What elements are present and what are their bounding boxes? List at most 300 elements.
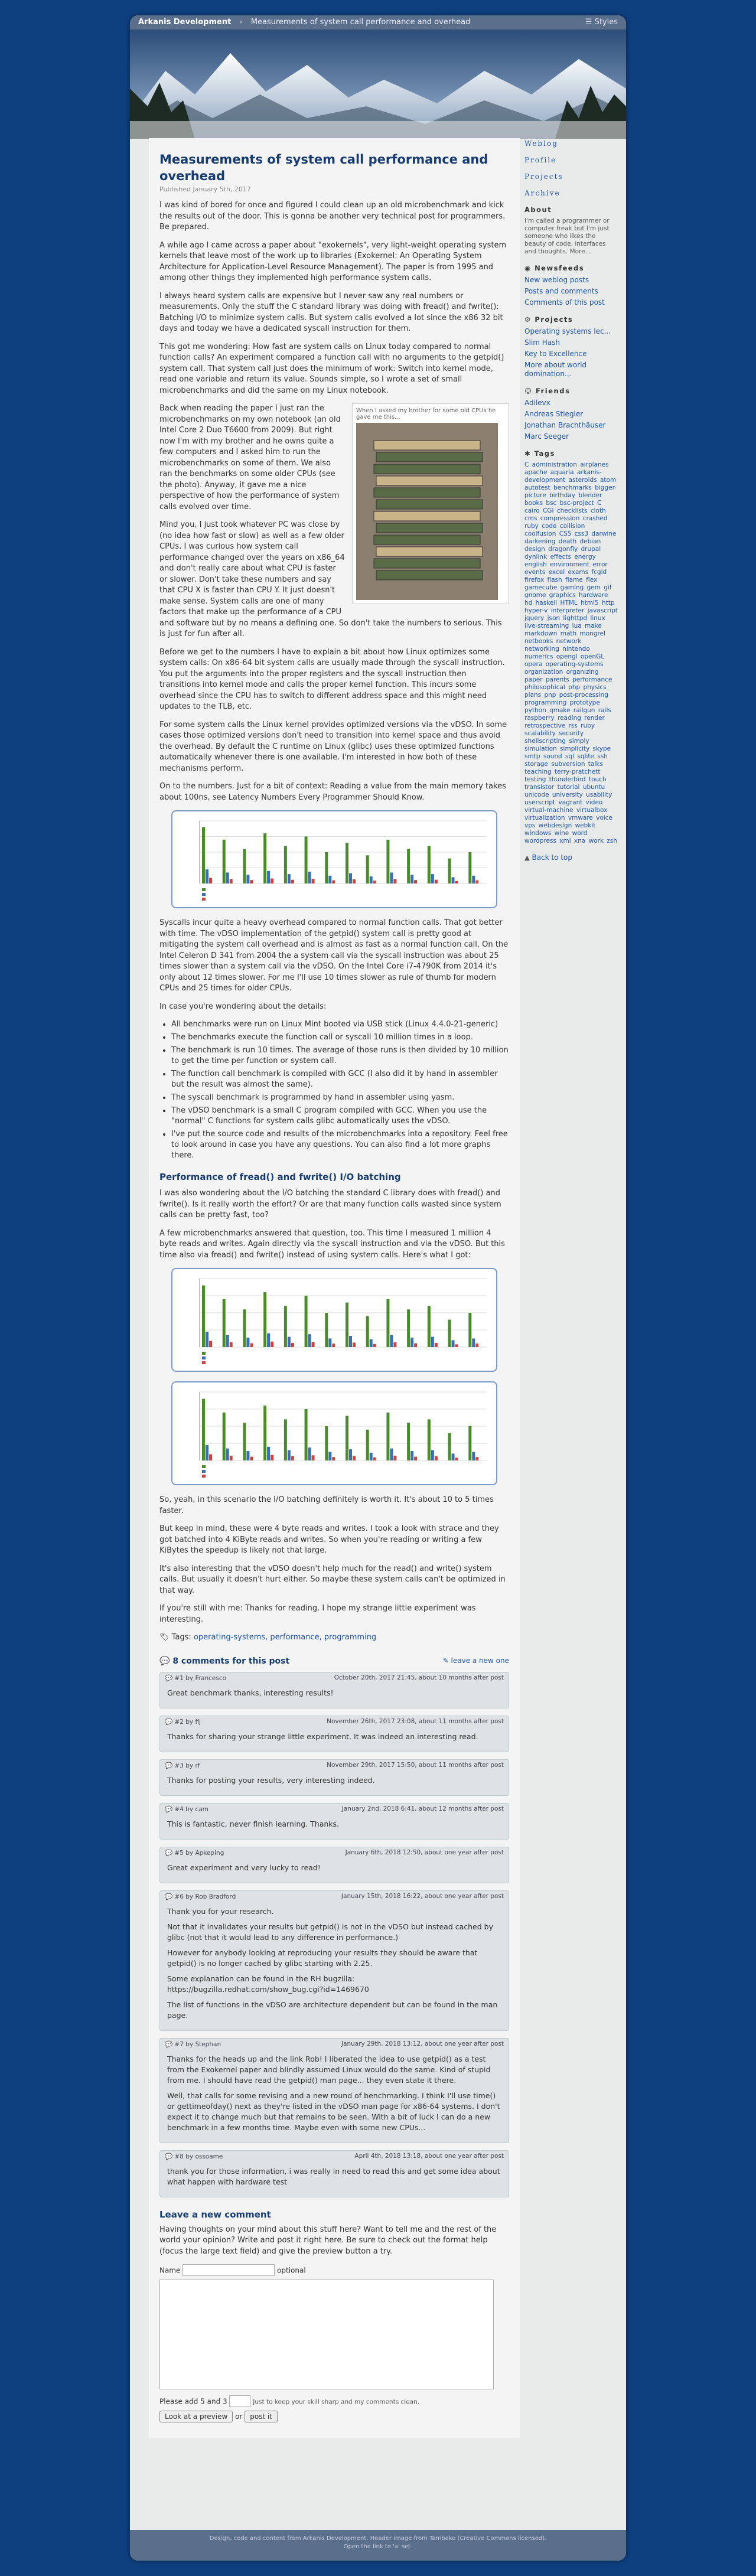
chart-bar: [435, 880, 438, 883]
header-banner: [130, 30, 626, 139]
legend-swatch: [202, 1352, 206, 1355]
page-wrapper: [130, 15, 626, 2561]
comment-author[interactable]: 💬 #5 by Apkeping: [165, 1849, 224, 1857]
feed-icon: ◉: [524, 264, 532, 272]
chart-bar: [223, 1299, 226, 1347]
feed-link[interactable]: New weblog posts: [524, 276, 589, 284]
paragraph-17: If you're still with me: Thanks for reading. I hope my strange little experiment was interesting.: [159, 1604, 476, 1624]
chart-bar: [475, 881, 478, 883]
chart-bar: [202, 827, 205, 883]
chart-bar: [284, 1306, 287, 1347]
comment-paragraph: Thank you for your research.: [167, 1906, 274, 1916]
chart-bar: [452, 877, 455, 883]
chart-bar: [246, 1451, 249, 1460]
comment-author[interactable]: 💬 #8 by ossoame: [165, 2153, 223, 2160]
friends-label: Friends: [536, 387, 571, 395]
back-to-top[interactable]: [524, 853, 619, 862]
friend-link[interactable]: Adilevx: [524, 399, 550, 407]
tags-label: Tags:: [171, 1633, 191, 1642]
chart-bar: [267, 871, 270, 883]
comment: [159, 1759, 509, 1796]
captcha-input[interactable]: [229, 2395, 250, 2407]
chart-bar: [390, 1449, 393, 1460]
friends-icon: ☺: [524, 387, 533, 395]
chart-bar: [308, 872, 311, 883]
comment-date: January 2nd, 2018 6:41, about 12 months after post: [341, 1805, 504, 1812]
leave-comment-link[interactable]: ✎ leave a new one: [442, 1656, 509, 1665]
projects-icon: ⚙: [524, 315, 532, 324]
chart-bar: [288, 874, 291, 883]
cpu-chip: [376, 570, 483, 580]
comment-author[interactable]: 💬 #7 by Stephan: [165, 2040, 221, 2048]
chart-bar: [475, 1457, 478, 1460]
cpu-stack-photo[interactable]: [356, 423, 498, 600]
cpu-chip: [376, 500, 483, 509]
chart-bar: [472, 876, 475, 883]
paragraph-11: In case you're wondering about the details:: [159, 1002, 327, 1011]
chart-bar: [393, 1342, 396, 1347]
comment-author[interactable]: 💬 #2 by fij: [165, 1718, 201, 1726]
comment-textarea[interactable]: [159, 2280, 494, 2389]
chart-bar: [243, 1309, 246, 1347]
post-button[interactable]: post it: [245, 2411, 278, 2422]
chart-bar: [370, 1453, 373, 1460]
comment-body: [160, 1904, 509, 2030]
friend-link[interactable]: Andreas Stiegler: [524, 410, 584, 418]
chart-bar: [393, 1456, 396, 1460]
chart-bar: [206, 869, 208, 883]
optional-hint: optional: [277, 2266, 306, 2275]
details-item: • The function call benchmark is compiled with GCC (I also did it by hand in assembler but the result was almost the same).: [171, 1069, 509, 1090]
chart-bar: [407, 1423, 410, 1460]
comment-date: November 29th, 2017 15:50, about 11 months after post: [327, 1761, 504, 1769]
chart-bar: [448, 1433, 451, 1460]
comment-paragraph: The list of functions in the vDSO are architecture dependent but can be found in the man page.: [167, 2000, 498, 2020]
chart-bar: [308, 1447, 311, 1460]
chart-bar: [305, 1296, 308, 1347]
project-link[interactable]: Slim Hash: [524, 338, 561, 347]
cpu-chip: [376, 523, 483, 533]
chart-bar: [230, 1456, 233, 1460]
chart-bar: [202, 1399, 205, 1460]
chart-bar: [288, 1450, 291, 1460]
footer-line-1: Design, code and content from Arkanis Development. Header image from Tambako (Creative Commons licensed).: [209, 2535, 547, 2542]
paragraph-16: It's also interesting that the vDSO doesn't help much for the read() and write() system calls. But usually it doesn't hurt either. So maybe these system calls can't be optimized in that way.: [159, 1564, 506, 1595]
legend-swatch: [202, 1475, 206, 1478]
comment-date: October 20th, 2017 21:45, about 10 months after post: [334, 1674, 504, 1681]
tag-icon: 🏷: [159, 1633, 170, 1642]
chart-bar: [448, 859, 451, 883]
chart-bar: [410, 1338, 413, 1347]
leave-comment-label: leave a new one: [451, 1656, 509, 1665]
chart-bar: [209, 1341, 212, 1347]
main-content: [149, 138, 520, 2438]
chart-bar: [448, 1320, 451, 1347]
chart-bar: [353, 1456, 356, 1460]
chart-bar: [346, 1303, 348, 1347]
comment-paragraph: This is fantastic, never finish learning. Thanks.: [167, 1819, 340, 1828]
friends-heading: [524, 387, 619, 395]
chart-bar: [325, 852, 328, 883]
comment-meta: [160, 1847, 509, 1860]
comment-form-intro: Having thoughts on your mind about this stuff here? Want to tell me and the rest of the world your opinion? Write and post it right here. Be sure to check out the format help (focus the large text field) and give the preview button a try.: [159, 2225, 497, 2256]
chart-bar: [267, 1447, 270, 1460]
comment-date: November 26th, 2017 23:08, about 11 months after post: [327, 1717, 504, 1725]
site-name-link[interactable]: Arkanis Development: [138, 18, 232, 27]
chart-write-svg: [176, 1386, 493, 1481]
legend-swatch: [202, 1465, 206, 1468]
projects-heading: [524, 315, 619, 324]
chart-bar: [455, 1344, 458, 1347]
chart-bar: [452, 1340, 455, 1347]
comments-icon: 💬: [159, 1656, 170, 1666]
about-box: [524, 206, 619, 256]
cpu-chip: [376, 452, 483, 462]
chart-bar: [230, 879, 233, 883]
chart-bar: [373, 881, 376, 883]
paragraph-8: For some system calls the Linux kernel provides optimized versions via the vDSO. In some cases those optimized versions don't need to transition into kernel space and thus avoid the overhead. By default the C runtime on Linux (glibc) uses these optimized functions automatically whenever there is one available. I'm interested in how both of these mechanisms perform.: [159, 720, 507, 773]
comment-paragraph: Thanks for posting your results, very interesting indeed.: [167, 1775, 375, 1785]
chart-bar: [284, 1419, 287, 1460]
comments-heading: [159, 1657, 509, 1666]
details-item: • The benchmark is run 10 times. The average of those runs is then divided by 10 million to get the time per function or system call.: [171, 1045, 509, 1067]
tag-cloud-text[interactable]: C administration airplanes apache aquaria arkanis-development asteroids atom autotest benchmarks bigger-picture birthday blender books bsc bsc-project C cairo CGI checklists cloth cms compression crashed ruby code collision coolfusion CSS css3 darwine darkening death debian design dragonfly drupal dynlink effects energy english environment error events excel exams fcgid firefox flash flame flex gamecube gaming gem gif gnome graphics hardware hd haskell HTML html5 http hyper-v interpreter javascript jquery json lighttpd linux live-streaming lua make markdown math mongrel netbooks network networking nintendo numerics opengl openGL opera operating-systems organization organizing paper parents performance philosophical php physics plans pnp post-processing programming prototype python qmake railgun rails raspberry reading render retrospective rss ruby scalability security shellscripting simply simulation simplicity skype smtp sound sql sqlite ssh storage subversion talks teaching terry-pratchett testing thunderbird touch transistor tutorial ubuntu unicode university usability userscript vagrant video virtual-machine virtualbox virtualization vmware voice vps webdesign webkit windows wine word wordpress xml xna work zsh: [524, 461, 618, 844]
chart-bar: [250, 1344, 253, 1347]
chart-bar: [291, 1456, 294, 1460]
chart-bar: [390, 872, 393, 883]
post-title: Measurements of system call performance and overhead: [159, 152, 488, 183]
chart-bar: [209, 878, 212, 883]
comment: [159, 1803, 509, 1840]
comment-body: [160, 2164, 509, 2197]
comment-body: [160, 1685, 509, 1708]
newsfeeds-box: [524, 264, 619, 307]
project-link[interactable]: Key to Excellence: [524, 350, 587, 358]
paragraph-1: I was kind of bored for once and figured I could clean up an old microbenchmark and kick the results out of the door. This is gonna be another very technical post for programmers. Be prepared.: [159, 201, 506, 231]
chart-bar: [475, 1344, 478, 1347]
chart-bar: [386, 840, 389, 883]
styles-link[interactable]: ☰ Styles: [585, 18, 618, 27]
breadcrumb-current: Measurements of system call performance and overhead: [250, 18, 471, 27]
comment-author[interactable]: 💬 #3 by rf: [165, 1762, 200, 1769]
chart-bar: [414, 1344, 417, 1347]
chart-bar: [250, 1457, 253, 1460]
chart-bar: [263, 1406, 266, 1460]
chart-bar: [271, 879, 273, 883]
comment-date: April 4th, 2018 13:18, about one year after post: [354, 2152, 504, 2160]
friend-link[interactable]: Marc Seeger: [524, 432, 569, 441]
chart-bar: [468, 852, 471, 883]
chart-bar: [246, 1338, 249, 1347]
chart-bar: [472, 1452, 475, 1461]
chart-bar: [328, 1339, 331, 1348]
captcha-row: [159, 2395, 509, 2407]
chart-bar: [435, 1456, 438, 1460]
chart-bar: [410, 875, 413, 883]
chart-bar: [428, 846, 431, 883]
details-item: • I've put the source code and results of the microbenchmarks into a repository. Feel free to look around in case you have any questions. You can also find a lot more graphs there.: [171, 1129, 509, 1161]
paragraph-15: But keep in mind, these were 4 byte reads and writes. I took a look with strace and they got batched into 4 KiByte reads and writes. So when you're reading or writing a few KiBytes the speedup is likely not that large.: [159, 1524, 499, 1555]
cpu-chip: [374, 535, 480, 544]
comment-meta: [160, 1672, 509, 1685]
chart-bar: [346, 843, 348, 883]
comment-meta: [160, 1891, 509, 1904]
comment-body: [160, 1729, 509, 1752]
name-input[interactable]: [183, 2264, 275, 2276]
chart-bar: [288, 1337, 291, 1347]
comment-paragraph: Well, that calls for some revising and a new round of benchmarking. I think I'll use time() or gettimeofday() next as they're listed in the vDSO man page for x86-64 systems. I don't expect it to change much but that remains to be seen. With a bit of luck I can do a new benchmark in a few months time. Maybe even with some new CPUs...: [167, 2091, 500, 2132]
captcha-hint: Just to keep your skill sharp and my comments clean.: [253, 2398, 420, 2406]
chart-bar: [386, 1413, 389, 1460]
details-item: • The benchmarks execute the function call or syscall 10 million times in a loop.: [171, 1032, 509, 1043]
tag-cloud[interactable]: [524, 461, 619, 845]
chart-bar: [267, 1333, 270, 1347]
comment: [159, 1716, 509, 1752]
chart-getpid[interactable]: [171, 810, 497, 908]
feed-link[interactable]: Comments of this post: [524, 298, 605, 306]
io-batching-heading: Performance of fread() and fwrite() I/O batching: [159, 1172, 401, 1182]
chart-bar: [435, 1343, 438, 1347]
cpu-stack-illustration: [356, 423, 498, 600]
paragraph-14: So, yeah, in this scenario the I/O batching definitely is worth it. It's about 10 to 5 times faster.: [159, 1495, 494, 1515]
paragraph-13: A few microbenchmarks answered that question, too. This time I measured 1 million 4 byte reads and writes. Again directly via the syscall instruction and via the vDSO. But this time also via fread() and fwrite() instead of using system calls. Here's what I got:: [159, 1228, 505, 1260]
chart-bar: [271, 1342, 273, 1347]
tags-box: [524, 449, 619, 845]
chart-bar: [366, 1430, 369, 1460]
chart-bar: [312, 1342, 315, 1347]
chart-bar: [366, 855, 369, 883]
details-item: • All benchmarks were run on Linux Mint booted via USB stick (Linux 4.4.0-21-generic): [171, 1019, 509, 1030]
chart-bar: [250, 880, 253, 883]
chart-bar: [328, 876, 331, 883]
newsfeeds-label: Newsfeeds: [535, 264, 585, 272]
about-text: I'm called a programmer or computer freak but I'm just someone who likes the beauty of code, interfaces and thoughts. More...: [524, 217, 610, 255]
comment: [159, 1672, 509, 1708]
project-link[interactable]: Operating systems lec...: [524, 327, 611, 335]
paragraph-2: A while ago I came across a paper about "exokernels", very light-weight operating system kernels that leave most of the work up to libraries (Exokernel: An Operating System Architecture for Application-Level Resource Management). The paper is from 1995 and among other things they implemented high performance system calls.: [159, 240, 507, 282]
chart-bar: [223, 840, 226, 883]
chart-bar: [305, 1409, 308, 1460]
captcha-label: Please add 5 and 3: [159, 2397, 227, 2406]
publish-date: Published January 5th, 2017: [159, 185, 251, 193]
comment-paragraph: Thanks for sharing your strange little experiment. It was indeed an interesting read.: [167, 1732, 478, 1741]
chart-bar: [226, 1449, 229, 1460]
chart-bar: [468, 1313, 471, 1347]
post-tags: [159, 1632, 509, 1644]
project-more-link[interactable]: More about world domination...: [524, 361, 587, 378]
comment-paragraph: Some explanation can be found in the RH bugzilla: https://bugzilla.redhat.com/show_bug.cgi?id=1469670: [167, 1974, 369, 1994]
paragraph-3: I always heard system calls are expensive but I never saw any real numbers or measurements. Only the stuff the C standard library was doing with fread() and fwrite(): Batching I/O to minimize system calls. But system calls evolved a lot since the x86 32 bit days and today we have a dedicated syscall instruction for them.: [159, 291, 503, 333]
name-label: Name: [159, 2266, 181, 2275]
nav-archive[interactable]: Archive: [524, 189, 561, 197]
tag-cloud-icon: ✱: [524, 449, 532, 458]
legend-swatch: [202, 893, 206, 896]
chart-bar: [332, 1344, 335, 1347]
back-to-top-label[interactable]: Back to top: [532, 853, 572, 862]
comment-meta: [160, 1716, 509, 1729]
top-bar: [130, 15, 626, 30]
chart-bar: [407, 1309, 410, 1347]
comment-author[interactable]: 💬 #1 by Francesco: [165, 1674, 227, 1682]
paragraph-7: Before we get to the numbers I have to explain a bit about how Linux optimizes some system calls: On x86-64 bit system calls are usually made through the syscall instruction. You put the arguments into the proper registers and the syscall instruction then transitions into kernel mode and calls the proper kernel function. This incurs some overhead since the CPU has to switch to different address space and this might need updates to the TLB, etc.: [159, 647, 505, 711]
chart-getpid-svg: [176, 815, 493, 904]
tags-box-label: Tags: [534, 449, 555, 458]
comment-form-heading: Leave a new comment: [159, 2209, 271, 2220]
chart-read-svg: [176, 1273, 493, 1367]
friend-link[interactable]: Jonathan Brachthäuser: [524, 421, 606, 429]
chart-bar: [370, 876, 373, 883]
paragraph-5: Back when reading the paper I just ran the microbenchmarks on my own notebook (an old Intel Core 2 Duo T6600 from 2009). But right now I'm with my brother and he owns quite a few computers and I asked him to run the microbenchmarks on some of them. We also ran the benchmarks on some older CPUs (see the photo). Anyway, it gave me a nice perspective of how the performance of system calls evolved over time.: [159, 404, 341, 511]
comment-form: [159, 2209, 509, 2423]
chart-bar: [230, 1342, 233, 1347]
comment: [159, 2038, 509, 2143]
newsfeeds-heading: [524, 264, 619, 272]
comment-meta: [160, 2039, 509, 2052]
chart-bar: [431, 874, 434, 883]
chart-bar: [209, 1455, 212, 1460]
chart-bar: [349, 873, 352, 883]
chart-read[interactable]: [171, 1268, 497, 1372]
chart-bar: [472, 1339, 475, 1348]
comment-author[interactable]: 💬 #6 by Rob Bradford: [165, 1893, 236, 1900]
chart-bar: [431, 1337, 434, 1347]
tags-heading: [524, 449, 619, 458]
chart-bar: [271, 1455, 273, 1460]
paragraph-4: This got me wondering: How fast are system calls on Linux today compared to normal function calls? An experiment compared a function call with no arguments to the getpid() system call. That system call just does the minimum of work: Switch into kernel mode, read one variable and return its value. Sounds simple, so I wrote a set of small microbenchmarks and did the same on my Linux notebook.: [159, 342, 504, 395]
comment-meta: [160, 1760, 509, 1773]
nav-profile[interactable]: Profile: [524, 156, 557, 164]
cpu-chip: [374, 488, 480, 497]
chart-bar: [390, 1335, 393, 1347]
preview-button[interactable]: Look at a preview: [159, 2411, 233, 2422]
sidebar: [524, 139, 619, 862]
form-buttons: [159, 2411, 509, 2422]
breadcrumb-separator: ›: [239, 18, 243, 27]
chart-bar: [291, 1343, 294, 1347]
cpu-chip: [374, 441, 480, 450]
styles-label: Styles: [594, 18, 618, 27]
comment-body: [160, 1860, 509, 1883]
chart-bar: [410, 1451, 413, 1460]
comment-paragraph: Not that it invalidates your results but getpid() is not in the vDSO but instead cached by glibc (not that it would lead to any difference in performance.): [167, 1922, 493, 1942]
chart-bar: [202, 1286, 205, 1347]
chart-bar: [346, 1416, 348, 1460]
chart-bar: [312, 1455, 315, 1460]
comment-date: January 6th, 2018 12:50, about one year after post: [345, 1848, 504, 1856]
chart-bar: [332, 1457, 335, 1460]
comment-paragraph: thank you for those information, i was really in need to read this and get some idea about what happen with hardware test: [167, 2166, 500, 2186]
chart-bar: [243, 1423, 246, 1460]
cpu-chip: [376, 547, 483, 556]
or-text: or: [235, 2412, 243, 2421]
nav-weblog[interactable]: Weblog: [524, 139, 558, 148]
chart-bar: [305, 837, 308, 884]
chart-bar: [312, 879, 315, 883]
chart-bar: [243, 849, 246, 883]
comment-paragraph: However for anybody looking at reproducing your results they should be aware that getpid() is no longer cached by glibc starting with 2.25.: [167, 1948, 478, 1968]
chart-bar: [325, 1313, 328, 1347]
paragraph-6: Mind you, I just took whatever PC was close by (no idea how fast or slow) as well as a few older CPUs. I was curious how system call performance changed over the years on x86_64 and don't really care about what CPU is faster or slower. Don't take these numbers and say that CPU X is faster than CPU Y. It just doesn't make sense. System calls are one of many factors that make up the performance of a CPU and software but by no means a defining one. So don't take the numbers to serious. This is just for fun after all.: [159, 520, 502, 638]
comment-list: [159, 1672, 509, 2197]
chart-bar: [308, 1334, 311, 1347]
chart-bar: [263, 1292, 266, 1347]
comment-author[interactable]: 💬 #4 by cam: [165, 1805, 208, 1813]
chart-bar: [223, 1413, 226, 1460]
chart-bar: [370, 1339, 373, 1347]
comment-meta: [160, 2151, 509, 2164]
chart-bar: [284, 846, 287, 883]
chart-bar: [393, 879, 396, 883]
chart-bar: [468, 1426, 471, 1460]
chart-bar: [386, 1299, 389, 1347]
cpu-chip: [374, 464, 480, 474]
cpu-photo-figure: [352, 403, 509, 604]
chart-bar: [291, 880, 294, 883]
details-item: • The syscall benchmark is programmed by hand in assembler using yasm.: [171, 1093, 509, 1103]
chart-bar: [455, 1457, 458, 1460]
legend-swatch: [202, 888, 206, 891]
chart-bar: [263, 833, 266, 883]
chart-write[interactable]: [171, 1381, 497, 1485]
cpu-chip: [374, 511, 480, 521]
chart-bar: [349, 1449, 352, 1460]
comment-paragraph: Great experiment and very lucky to read!: [167, 1863, 321, 1872]
chart-bar: [328, 1452, 331, 1461]
name-row: [159, 2264, 509, 2276]
mountain-banner-image: [130, 30, 626, 139]
chart-bar: [206, 1332, 208, 1347]
paragraph-10: Syscalls incur quite a heavy overhead compared to normal function calls. That got better with time. The vDSO implementation of the getpid() system call is pretty good at mitigating the system call overhead and is almost as fast as a normal function call. On the Intel Celeron D 341 from 2004 the a system call via the syscall instruction was about 25 times slower than a system call via the vDSO. On the Intel Core i7-4790K from 2014 it's only about 12 times slower. For me I'll use 10 times slower as rule of thumb for modern CPUs and 25 times for older CPUs.: [159, 918, 509, 993]
up-arrow-icon: ▲: [524, 853, 530, 862]
chart-bar: [226, 1335, 229, 1347]
comment-date: January 15th, 2018 16:22, about one year after post: [341, 1892, 504, 1900]
projects-box: [524, 315, 619, 379]
chart-bar: [407, 849, 410, 883]
chart-bar: [373, 1457, 376, 1460]
details-item: • The vDSO benchmark is a small C program compiled with GCC. When you use the "normal" C functions for system calls glibc automatically uses the vDSO.: [171, 1106, 509, 1127]
comment: [159, 1890, 509, 2031]
comment-body: [160, 1817, 509, 1839]
comment-date: January 29th, 2018 13:12, about one year after post: [341, 2040, 504, 2047]
chart-bar: [373, 1344, 376, 1347]
photo-caption: When I asked my brother for some old CPUs he gave me this...: [356, 407, 496, 420]
legend-swatch: [202, 1470, 206, 1473]
comment: [159, 1847, 509, 1883]
chart-bar: [431, 1450, 434, 1460]
chart-bar: [353, 879, 356, 883]
chart-bar: [414, 880, 417, 883]
chart-bar: [353, 1342, 356, 1347]
chart-bar: [349, 1336, 352, 1347]
legend-swatch: [202, 1357, 206, 1359]
nav-projects[interactable]: Projects: [524, 172, 563, 181]
chart-bar: [452, 1453, 455, 1460]
chart-bar: [455, 881, 458, 883]
comment-body: [160, 1773, 509, 1795]
chart-bar: [325, 1426, 328, 1460]
friends-box: [524, 387, 619, 441]
chart-bar: [332, 881, 335, 883]
about-heading: About: [524, 206, 552, 214]
feed-link[interactable]: Posts and comments: [524, 287, 598, 295]
comment-paragraph: Great benchmark thanks, interesting results!: [167, 1688, 334, 1697]
cpu-chip: [376, 476, 483, 485]
paragraph-9: On to the numbers. Just for a bit of context: Reading a value from the main memory takes about 100ns, see Latency Numbers Every Programmer Should Know.: [159, 782, 506, 802]
tags-links[interactable]: operating-systems, performance, programming: [193, 1633, 377, 1642]
comments-count: 8 comments for this post: [172, 1656, 290, 1666]
paragraph-12: I was also wondering about the I/O batching the standard C library does with fread() and fwrite(). Is it really worth the effort? Or are that many function calls wasted since system calls can be pretty fast, too?: [159, 1189, 501, 1219]
comment: [159, 2150, 509, 2197]
